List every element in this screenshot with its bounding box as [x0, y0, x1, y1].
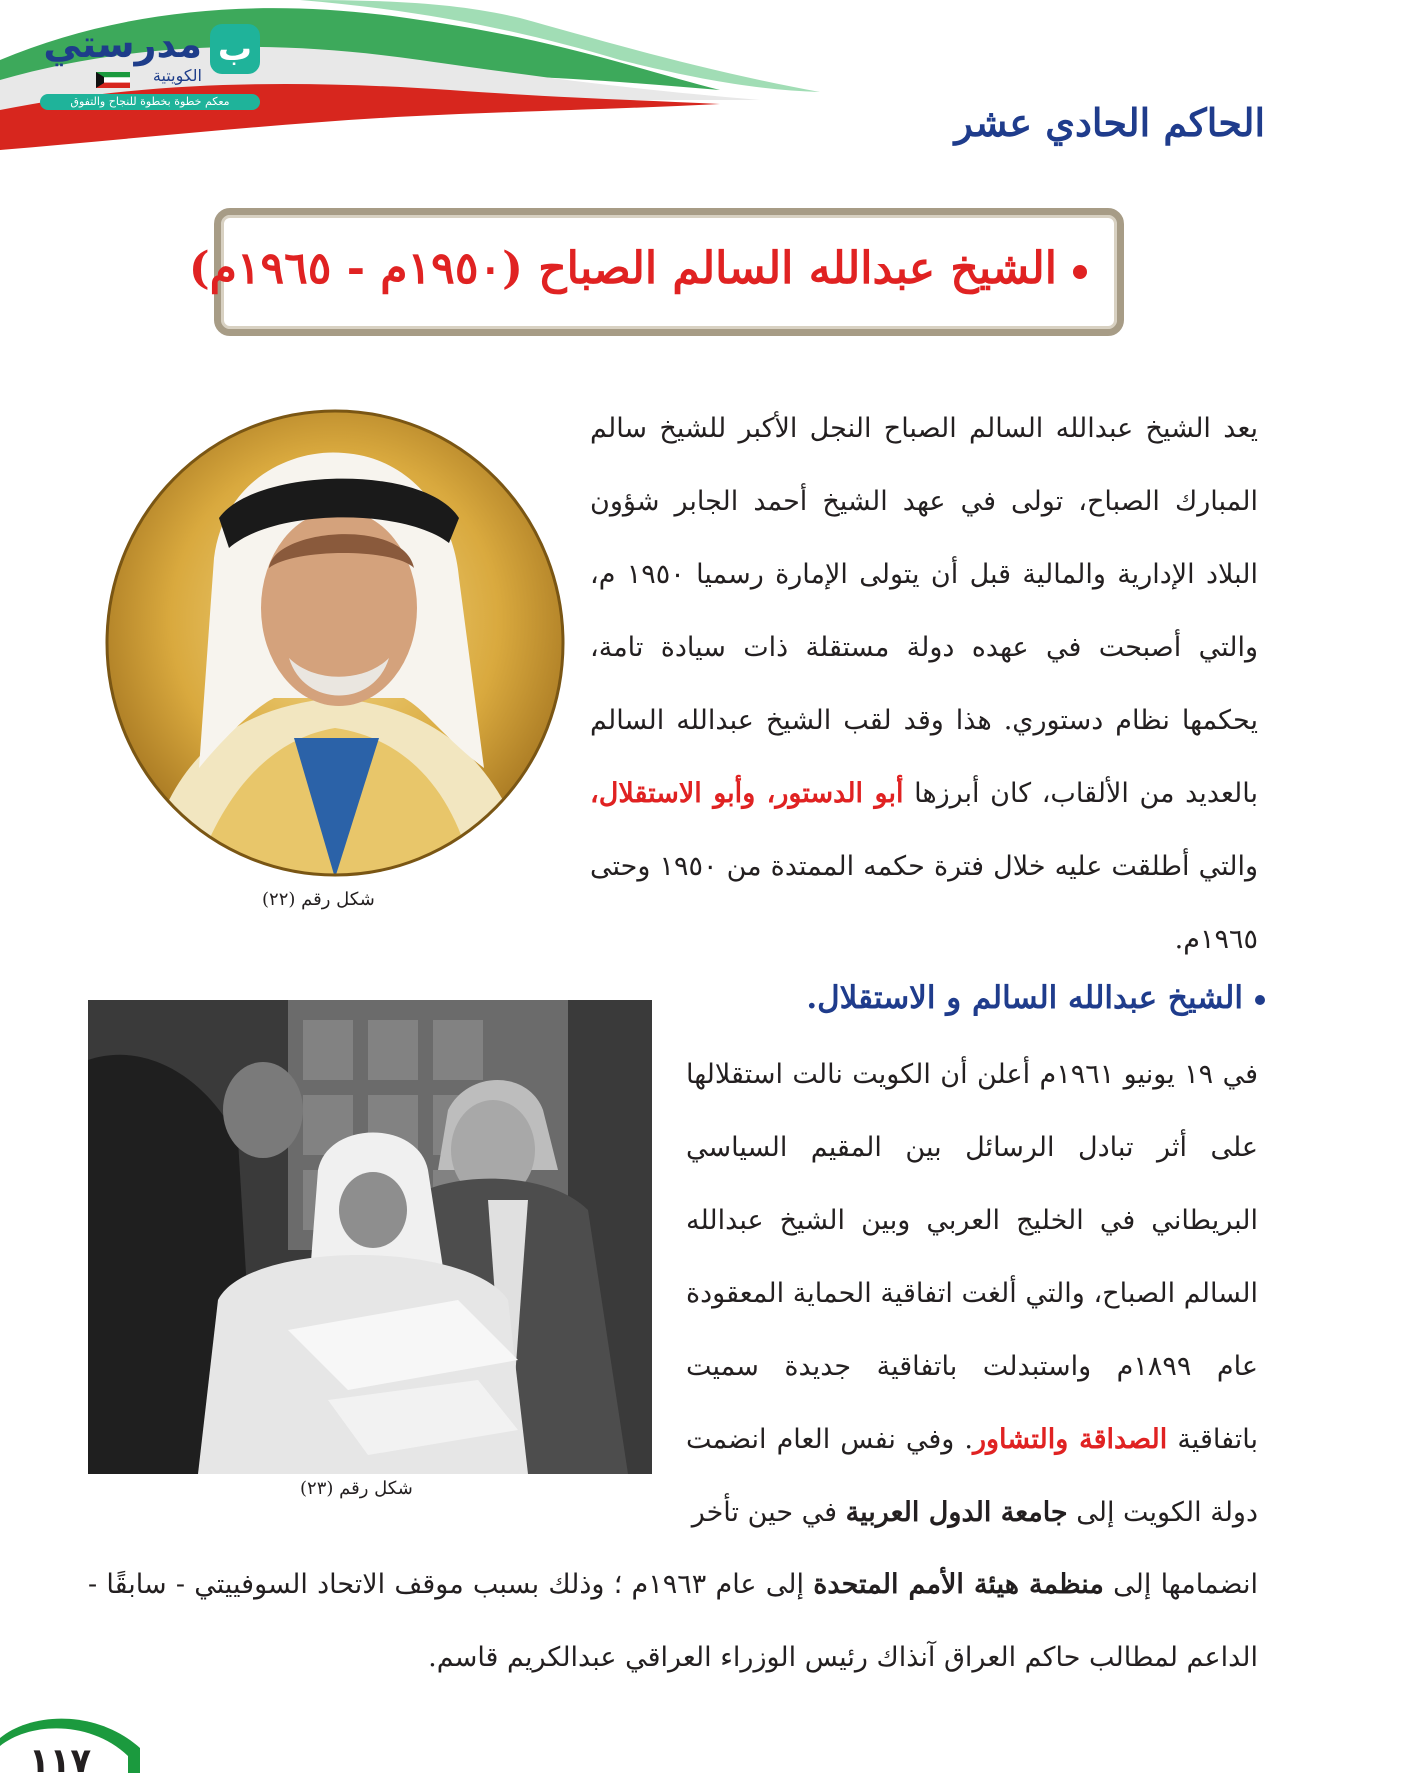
page-number: ١١٧ — [28, 1741, 92, 1773]
bullet-icon — [1073, 265, 1087, 279]
un-term: منظمة هيئة الأمم المتحدة — [813, 1569, 1104, 1600]
independence-text-3: في حين تأخر — [691, 1497, 837, 1528]
kuwait-flag-icon — [96, 72, 130, 88]
friendship-term: الصداقة والتشاور — [972, 1424, 1168, 1455]
independence-heading — [806, 980, 1265, 1016]
paragraph-un — [88, 1548, 1258, 1694]
ruler-title: الشيخ عبدالله السالم الصباح (١٩٥٠م - ١٩٦٥م) — [188, 243, 1057, 294]
paragraph-independence — [686, 1038, 1258, 1549]
page-number-badge — [0, 1708, 140, 1773]
independence-heading-text: الشيخ عبدالله السالم و الاستقلال. — [806, 980, 1243, 1016]
photo-caption: شكل رقم (٢٣) — [300, 1478, 413, 1499]
paragraph-intro — [590, 392, 1258, 976]
independence-text-2: . وفي نفس العام انضمت دولة الكويت إلى — [686, 1424, 1258, 1528]
logo-tagline: معكم خطوة بخطوة للنجاح والتفوق — [40, 94, 260, 110]
logo-subtitle: الكويتية — [152, 66, 202, 85]
title-box — [188, 208, 1124, 336]
un-text-a: انضمامها إلى — [1113, 1569, 1258, 1600]
logo-mark-icon: ب — [210, 24, 260, 74]
portrait-caption: شكل رقم (٢٢) — [262, 889, 375, 910]
independence-text-1: في ١٩ يونيو ١٩٦١م أعلن أن الكويت نالت استقلالها على أثر تبادل الرسائل بين المقيم السياسي البريطاني في الخليج العربي وبين الشيخ عبدالله السالم الصباح، والتي ألغت اتفاقية الحماية المعقودة عام ١٨٩٩م واستبدلت باتفاقية جديدة سميت باتفاقية — [686, 1059, 1258, 1455]
arab-league-term: جامعة الدول العربية — [845, 1497, 1068, 1528]
un-text-c: الداعم لمطالب حاكم العراق آنذاك رئيس الوزراء العراقي عبدالكريم قاسم. — [428, 1642, 1258, 1673]
intro-text-a: يعد الشيخ عبدالله السالم الصباح النجل الأكبر للشيخ سالم المبارك الصباح، تولى في عهد الشيخ أحمد الجابر شؤون البلاد الإدارية والمالية قبل أن يتولى الإمارة رسميا ١٩٥٠ م، والتي أصبحت في عهده دولة مستقلة ذات سيادة تامة، يحكمها نظام دستوري. هذا وقد لقب الشيخ عبدالله السالم بالعديد من الألقاب، كان أبرزها — [590, 413, 1259, 809]
portrait-image — [104, 408, 566, 878]
intro-text-b: والتي أطلقت عليه خلال فترة حكمه الممتدة من ١٩٥٠ وحتى ١٩٦٥م. — [590, 851, 1258, 955]
signing-photo — [88, 1000, 652, 1474]
un-text-b: إلى عام ١٩٦٣م ؛ وذلك بسبب موقف الاتحاد السوفييتي - سابقًا - — [88, 1569, 805, 1600]
brand-logo — [40, 18, 260, 110]
logo-name: مدرستي — [43, 22, 202, 66]
bullet-icon — [1255, 995, 1265, 1005]
section-title: الحاكم الحادي عشر — [954, 100, 1265, 145]
title-highlight: أبو الدستور، وأبو الاستقلال، — [590, 778, 904, 809]
